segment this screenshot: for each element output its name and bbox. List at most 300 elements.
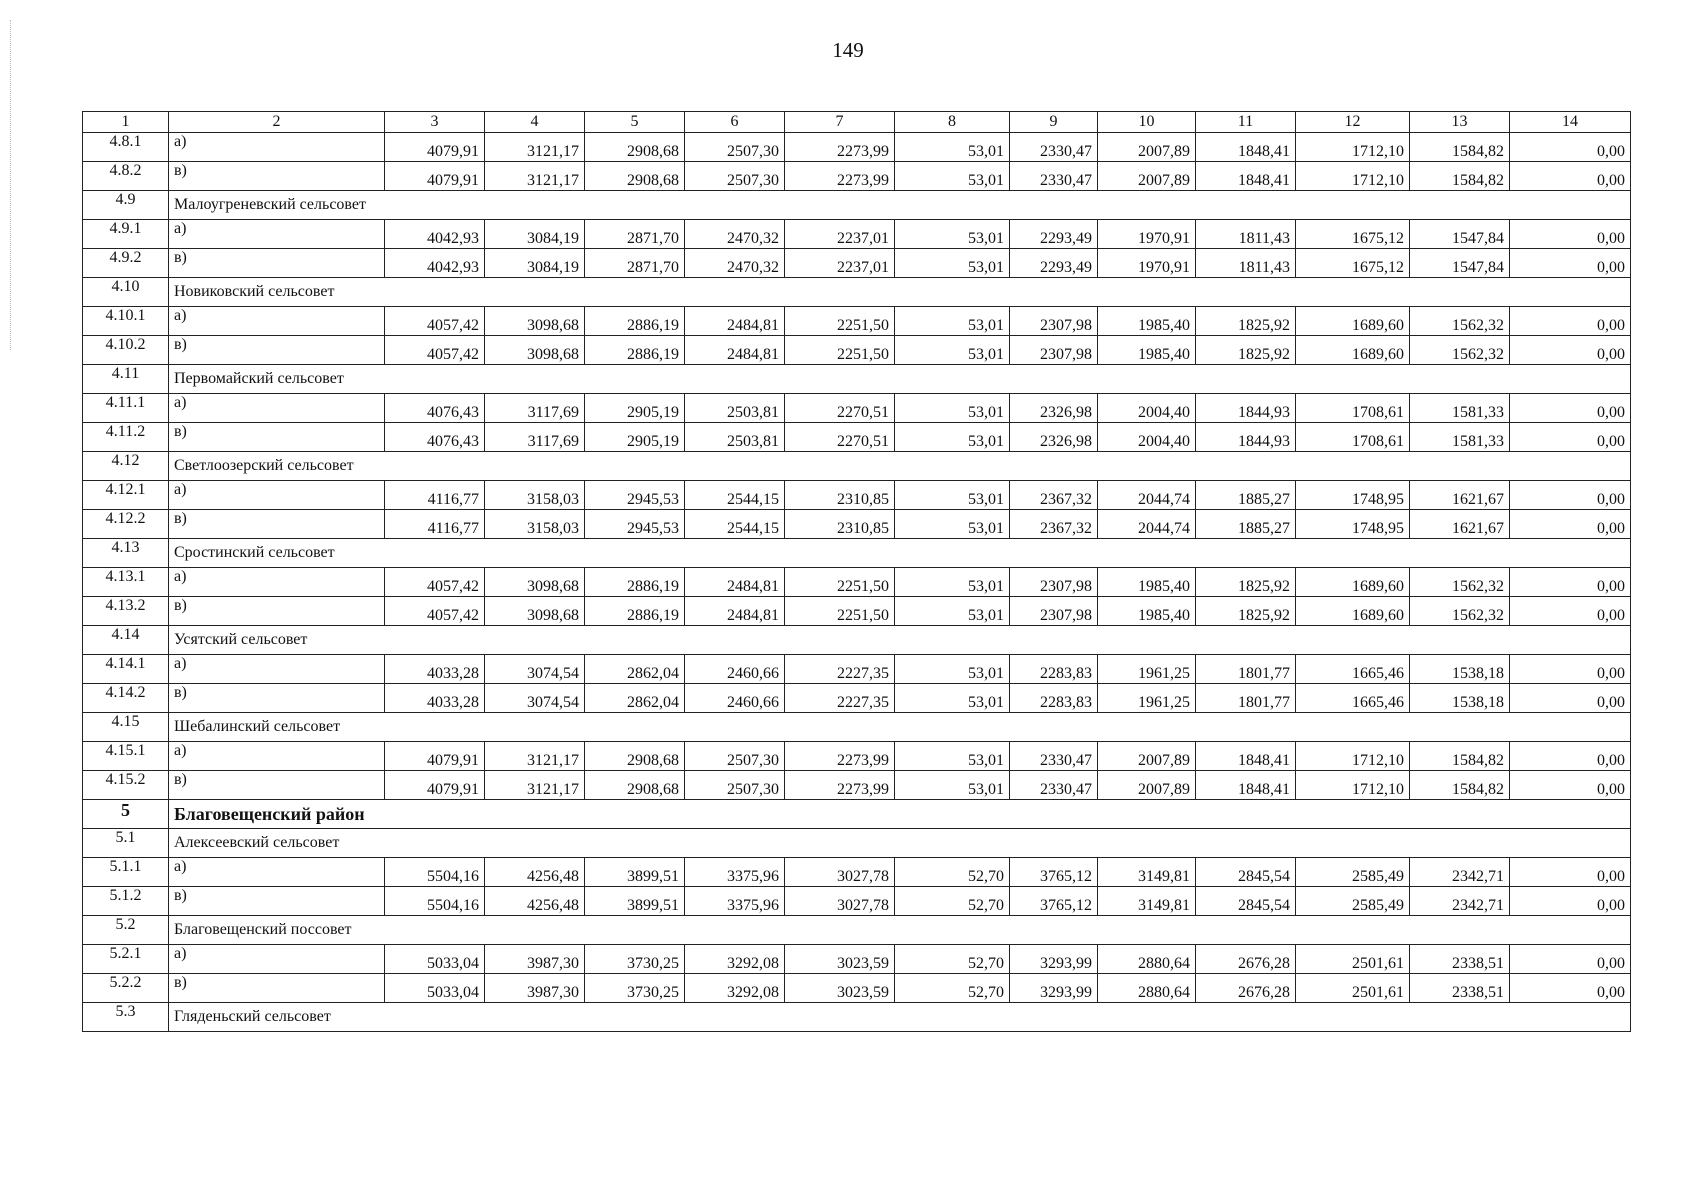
value-cell-col-11: 1825,92 <box>1196 336 1296 365</box>
value-cell-col-3: 4057,42 <box>385 568 485 597</box>
column-header-2: 2 <box>169 112 385 133</box>
row-label: в) <box>169 249 385 278</box>
value-cell-col-14: 0,00 <box>1510 887 1631 916</box>
value-cell-col-3: 4057,42 <box>385 597 485 626</box>
value-cell-col-12: 1675,12 <box>1296 220 1410 249</box>
value-cell-col-14: 0,00 <box>1510 568 1631 597</box>
value-cell-col-7: 3023,59 <box>785 945 895 974</box>
value-cell-col-5: 2862,04 <box>585 684 685 713</box>
value-cell-col-7: 2273,99 <box>785 133 895 162</box>
value-cell-col-3: 4033,28 <box>385 684 485 713</box>
value-cell-col-8: 53,01 <box>895 220 1010 249</box>
value-cell-col-6: 2484,81 <box>685 568 785 597</box>
row-code: 4.14 <box>83 626 169 655</box>
value-cell-col-10: 1961,25 <box>1098 655 1196 684</box>
table-row <box>83 481 1631 510</box>
value-cell-col-13: 1584,82 <box>1410 162 1510 191</box>
value-cell-col-12: 1712,10 <box>1296 771 1410 800</box>
section-row <box>83 191 1631 220</box>
table-row <box>83 249 1631 278</box>
value-cell-col-4: 3098,68 <box>485 597 585 626</box>
row-label: а) <box>169 858 385 887</box>
value-cell-col-14: 0,00 <box>1510 220 1631 249</box>
row-label: а) <box>169 742 385 771</box>
row-label: а) <box>169 220 385 249</box>
section-title: Малоугреневский сельсовет <box>169 191 1631 220</box>
value-cell-col-11: 1825,92 <box>1196 307 1296 336</box>
value-cell-col-9: 2330,47 <box>1010 162 1098 191</box>
value-cell-col-11: 2845,54 <box>1196 858 1296 887</box>
value-cell-col-12: 1665,46 <box>1296 655 1410 684</box>
row-code: 4.14.1 <box>83 655 169 684</box>
value-cell-col-10: 2880,64 <box>1098 974 1196 1003</box>
value-cell-col-13: 2342,71 <box>1410 858 1510 887</box>
row-code: 4.11.2 <box>83 423 169 452</box>
value-cell-col-13: 1621,67 <box>1410 510 1510 539</box>
section-title: Гляденьский сельсовет <box>169 1003 1631 1032</box>
table-row <box>83 568 1631 597</box>
value-cell-col-8: 52,70 <box>895 945 1010 974</box>
value-cell-col-14: 0,00 <box>1510 684 1631 713</box>
value-cell-col-10: 1970,91 <box>1098 249 1196 278</box>
value-cell-col-8: 53,01 <box>895 336 1010 365</box>
value-cell-col-9: 2307,98 <box>1010 568 1098 597</box>
value-cell-col-8: 53,01 <box>895 133 1010 162</box>
value-cell-col-13: 1547,84 <box>1410 220 1510 249</box>
value-cell-col-11: 1848,41 <box>1196 162 1296 191</box>
value-cell-col-7: 2237,01 <box>785 220 895 249</box>
section-row <box>83 829 1631 858</box>
row-label: в) <box>169 887 385 916</box>
value-cell-col-6: 3292,08 <box>685 974 785 1003</box>
value-cell-col-12: 1675,12 <box>1296 249 1410 278</box>
table-row <box>83 655 1631 684</box>
value-cell-col-4: 3074,54 <box>485 655 585 684</box>
value-cell-col-11: 2676,28 <box>1196 974 1296 1003</box>
column-header-13: 13 <box>1410 112 1510 133</box>
value-cell-col-11: 1848,41 <box>1196 742 1296 771</box>
row-code: 4.9.2 <box>83 249 169 278</box>
value-cell-col-14: 0,00 <box>1510 336 1631 365</box>
value-cell-col-5: 3730,25 <box>585 974 685 1003</box>
value-cell-col-14: 0,00 <box>1510 858 1631 887</box>
row-label: а) <box>169 655 385 684</box>
value-cell-col-7: 2251,50 <box>785 307 895 336</box>
value-cell-col-4: 3074,54 <box>485 684 585 713</box>
value-cell-col-11: 1801,77 <box>1196 684 1296 713</box>
table-row <box>83 336 1631 365</box>
section-title: Шебалинский сельсовет <box>169 713 1631 742</box>
section-title: Новиковский сельсовет <box>169 278 1631 307</box>
table-row <box>83 684 1631 713</box>
section-row <box>83 916 1631 945</box>
page-number: 149 <box>832 38 864 62</box>
value-cell-col-10: 1985,40 <box>1098 568 1196 597</box>
value-cell-col-14: 0,00 <box>1510 423 1631 452</box>
value-cell-col-10: 2044,74 <box>1098 481 1196 510</box>
column-header-9: 9 <box>1010 112 1098 133</box>
value-cell-col-7: 2310,85 <box>785 481 895 510</box>
value-cell-col-9: 2330,47 <box>1010 133 1098 162</box>
column-header-3: 3 <box>385 112 485 133</box>
value-cell-col-4: 3084,19 <box>485 220 585 249</box>
value-cell-col-10: 1985,40 <box>1098 597 1196 626</box>
value-cell-col-3: 4079,91 <box>385 133 485 162</box>
value-cell-col-9: 2330,47 <box>1010 771 1098 800</box>
value-cell-col-9: 3293,99 <box>1010 945 1098 974</box>
value-cell-col-13: 1562,32 <box>1410 568 1510 597</box>
value-cell-col-9: 2326,98 <box>1010 423 1098 452</box>
row-label: а) <box>169 568 385 597</box>
value-cell-col-8: 52,70 <box>895 887 1010 916</box>
value-cell-col-4: 3158,03 <box>485 510 585 539</box>
row-code: 4.12 <box>83 452 169 481</box>
value-cell-col-10: 1970,91 <box>1098 220 1196 249</box>
value-cell-col-4: 3121,17 <box>485 742 585 771</box>
row-code: 5.3 <box>83 1003 169 1032</box>
section-title: Светлоозерский сельсовет <box>169 452 1631 481</box>
row-code: 4.15 <box>83 713 169 742</box>
value-cell-col-11: 1885,27 <box>1196 481 1296 510</box>
value-cell-col-3: 4079,91 <box>385 771 485 800</box>
value-cell-col-9: 2293,49 <box>1010 249 1098 278</box>
value-cell-col-11: 1885,27 <box>1196 510 1296 539</box>
table-body <box>83 112 1631 1032</box>
value-cell-col-13: 1538,18 <box>1410 655 1510 684</box>
value-cell-col-3: 4079,91 <box>385 742 485 771</box>
value-cell-col-11: 1811,43 <box>1196 220 1296 249</box>
row-code: 4.8.2 <box>83 162 169 191</box>
value-cell-col-3: 4076,43 <box>385 423 485 452</box>
value-cell-col-6: 2484,81 <box>685 597 785 626</box>
value-cell-col-5: 2908,68 <box>585 771 685 800</box>
row-code: 5.2 <box>83 916 169 945</box>
value-cell-col-12: 1748,95 <box>1296 481 1410 510</box>
value-cell-col-12: 1708,61 <box>1296 394 1410 423</box>
value-cell-col-8: 53,01 <box>895 655 1010 684</box>
section-title: Сростинский сельсовет <box>169 539 1631 568</box>
value-cell-col-7: 2273,99 <box>785 162 895 191</box>
value-cell-col-7: 2270,51 <box>785 394 895 423</box>
value-cell-col-6: 2470,32 <box>685 220 785 249</box>
value-cell-col-8: 53,01 <box>895 742 1010 771</box>
value-cell-col-8: 53,01 <box>895 771 1010 800</box>
table-row <box>83 771 1631 800</box>
value-cell-col-12: 1712,10 <box>1296 133 1410 162</box>
value-cell-col-10: 2004,40 <box>1098 394 1196 423</box>
value-cell-col-12: 1708,61 <box>1296 423 1410 452</box>
value-cell-col-7: 2310,85 <box>785 510 895 539</box>
value-cell-col-4: 3987,30 <box>485 945 585 974</box>
value-cell-col-13: 1581,33 <box>1410 394 1510 423</box>
value-cell-col-14: 0,00 <box>1510 597 1631 626</box>
value-cell-col-8: 53,01 <box>895 510 1010 539</box>
value-cell-col-10: 1985,40 <box>1098 336 1196 365</box>
value-cell-col-12: 1689,60 <box>1296 307 1410 336</box>
value-cell-col-14: 0,00 <box>1510 481 1631 510</box>
value-cell-col-11: 1825,92 <box>1196 597 1296 626</box>
value-cell-col-13: 2342,71 <box>1410 887 1510 916</box>
value-cell-col-14: 0,00 <box>1510 249 1631 278</box>
value-cell-col-13: 2338,51 <box>1410 945 1510 974</box>
value-cell-col-9: 2326,98 <box>1010 394 1098 423</box>
table-row <box>83 742 1631 771</box>
row-label: а) <box>169 133 385 162</box>
value-cell-col-5: 2862,04 <box>585 655 685 684</box>
row-label: а) <box>169 945 385 974</box>
value-cell-col-5: 3899,51 <box>585 858 685 887</box>
value-cell-col-8: 53,01 <box>895 162 1010 191</box>
value-cell-col-3: 5033,04 <box>385 974 485 1003</box>
value-cell-col-7: 2251,50 <box>785 568 895 597</box>
value-cell-col-13: 1621,67 <box>1410 481 1510 510</box>
value-cell-col-6: 2484,81 <box>685 336 785 365</box>
row-code: 4.8.1 <box>83 133 169 162</box>
value-cell-col-11: 1848,41 <box>1196 771 1296 800</box>
value-cell-col-12: 1689,60 <box>1296 336 1410 365</box>
value-cell-col-3: 4079,91 <box>385 162 485 191</box>
value-cell-col-9: 3765,12 <box>1010 858 1098 887</box>
value-cell-col-8: 52,70 <box>895 974 1010 1003</box>
value-cell-col-3: 4076,43 <box>385 394 485 423</box>
row-code: 4.13.2 <box>83 597 169 626</box>
value-cell-col-6: 2507,30 <box>685 742 785 771</box>
value-cell-col-6: 2507,30 <box>685 133 785 162</box>
row-code: 5 <box>83 800 169 829</box>
section-row <box>83 452 1631 481</box>
value-cell-col-3: 4042,93 <box>385 249 485 278</box>
row-code: 4.15.2 <box>83 771 169 800</box>
value-cell-col-7: 2251,50 <box>785 336 895 365</box>
row-label: в) <box>169 336 385 365</box>
value-cell-col-12: 2585,49 <box>1296 858 1410 887</box>
row-code: 4.10.2 <box>83 336 169 365</box>
value-cell-col-7: 2227,35 <box>785 684 895 713</box>
value-cell-col-4: 3117,69 <box>485 423 585 452</box>
value-cell-col-13: 1584,82 <box>1410 742 1510 771</box>
row-code: 4.11 <box>83 365 169 394</box>
value-cell-col-7: 3027,78 <box>785 858 895 887</box>
column-header-5: 5 <box>585 112 685 133</box>
value-cell-col-14: 0,00 <box>1510 742 1631 771</box>
section-row <box>83 365 1631 394</box>
row-label: в) <box>169 974 385 1003</box>
column-header-8: 8 <box>895 112 1010 133</box>
value-cell-col-4: 3121,17 <box>485 133 585 162</box>
value-cell-col-3: 4057,42 <box>385 307 485 336</box>
table-row <box>83 510 1631 539</box>
row-code: 4.13.1 <box>83 568 169 597</box>
value-cell-col-9: 3765,12 <box>1010 887 1098 916</box>
value-cell-col-5: 2905,19 <box>585 394 685 423</box>
value-cell-col-5: 2886,19 <box>585 597 685 626</box>
value-cell-col-8: 53,01 <box>895 481 1010 510</box>
table-row <box>83 220 1631 249</box>
value-cell-col-11: 1848,41 <box>1196 133 1296 162</box>
value-cell-col-4: 3121,17 <box>485 771 585 800</box>
value-cell-col-4: 3098,68 <box>485 307 585 336</box>
value-cell-col-10: 2007,89 <box>1098 771 1196 800</box>
value-cell-col-4: 3121,17 <box>485 162 585 191</box>
row-code: 5.1 <box>83 829 169 858</box>
value-cell-col-14: 0,00 <box>1510 945 1631 974</box>
value-cell-col-11: 1825,92 <box>1196 568 1296 597</box>
row-code: 4.15.1 <box>83 742 169 771</box>
value-cell-col-6: 2507,30 <box>685 162 785 191</box>
section-title: Усятский сельсовет <box>169 626 1631 655</box>
value-cell-col-7: 3027,78 <box>785 887 895 916</box>
value-cell-col-3: 4057,42 <box>385 336 485 365</box>
row-code: 4.14.2 <box>83 684 169 713</box>
column-header-7: 7 <box>785 112 895 133</box>
column-header-12: 12 <box>1296 112 1410 133</box>
value-cell-col-9: 2307,98 <box>1010 307 1098 336</box>
value-cell-col-10: 1985,40 <box>1098 307 1196 336</box>
value-cell-col-5: 2945,53 <box>585 481 685 510</box>
value-cell-col-6: 2470,32 <box>685 249 785 278</box>
value-cell-col-5: 2908,68 <box>585 162 685 191</box>
row-label: в) <box>169 597 385 626</box>
value-cell-col-6: 2544,15 <box>685 510 785 539</box>
section-row <box>83 626 1631 655</box>
value-cell-col-4: 4256,48 <box>485 887 585 916</box>
value-cell-col-14: 0,00 <box>1510 133 1631 162</box>
value-cell-col-12: 1712,10 <box>1296 162 1410 191</box>
value-cell-col-5: 2886,19 <box>585 307 685 336</box>
value-cell-col-13: 1538,18 <box>1410 684 1510 713</box>
value-cell-col-7: 2273,99 <box>785 742 895 771</box>
value-cell-col-3: 5504,16 <box>385 858 485 887</box>
row-code: 4.13 <box>83 539 169 568</box>
value-cell-col-13: 1547,84 <box>1410 249 1510 278</box>
table-row <box>83 162 1631 191</box>
row-label: а) <box>169 394 385 423</box>
row-code: 4.11.1 <box>83 394 169 423</box>
value-cell-col-14: 0,00 <box>1510 307 1631 336</box>
value-cell-col-3: 4042,93 <box>385 220 485 249</box>
value-cell-col-10: 2007,89 <box>1098 162 1196 191</box>
value-cell-col-9: 2367,32 <box>1010 481 1098 510</box>
section-row <box>83 539 1631 568</box>
table-row <box>83 858 1631 887</box>
value-cell-col-6: 3292,08 <box>685 945 785 974</box>
row-code: 4.10.1 <box>83 307 169 336</box>
tariff-table <box>82 111 1631 1032</box>
value-cell-col-4: 3158,03 <box>485 481 585 510</box>
value-cell-col-5: 2908,68 <box>585 133 685 162</box>
value-cell-col-9: 2307,98 <box>1010 597 1098 626</box>
table-row <box>83 945 1631 974</box>
row-label: а) <box>169 307 385 336</box>
column-header-1: 1 <box>83 112 169 133</box>
value-cell-col-8: 53,01 <box>895 597 1010 626</box>
value-cell-col-4: 3117,69 <box>485 394 585 423</box>
value-cell-col-11: 1811,43 <box>1196 249 1296 278</box>
row-code: 4.9 <box>83 191 169 220</box>
row-label: в) <box>169 684 385 713</box>
value-cell-col-6: 2503,81 <box>685 423 785 452</box>
value-cell-col-13: 1581,33 <box>1410 423 1510 452</box>
value-cell-col-4: 3084,19 <box>485 249 585 278</box>
row-label: а) <box>169 481 385 510</box>
value-cell-col-5: 3899,51 <box>585 887 685 916</box>
value-cell-col-11: 2676,28 <box>1196 945 1296 974</box>
column-header-4: 4 <box>485 112 585 133</box>
value-cell-col-10: 2007,89 <box>1098 133 1196 162</box>
value-cell-col-7: 2270,51 <box>785 423 895 452</box>
value-cell-col-4: 3987,30 <box>485 974 585 1003</box>
row-code: 5.1.1 <box>83 858 169 887</box>
section-title: Благовещенский район <box>169 800 1631 829</box>
value-cell-col-8: 53,01 <box>895 249 1010 278</box>
row-code: 4.10 <box>83 278 169 307</box>
row-code: 4.12.2 <box>83 510 169 539</box>
value-cell-col-9: 2330,47 <box>1010 742 1098 771</box>
value-cell-col-14: 0,00 <box>1510 394 1631 423</box>
value-cell-col-6: 3375,96 <box>685 887 785 916</box>
value-cell-col-11: 1844,93 <box>1196 423 1296 452</box>
value-cell-col-9: 3293,99 <box>1010 974 1098 1003</box>
value-cell-col-13: 2338,51 <box>1410 974 1510 1003</box>
value-cell-col-11: 1801,77 <box>1196 655 1296 684</box>
value-cell-col-6: 2460,66 <box>685 655 785 684</box>
section-title: Алексеевский сельсовет <box>169 829 1631 858</box>
value-cell-col-14: 0,00 <box>1510 771 1631 800</box>
value-cell-col-8: 53,01 <box>895 394 1010 423</box>
table-row <box>83 307 1631 336</box>
column-header-11: 11 <box>1196 112 1296 133</box>
table-row <box>83 133 1631 162</box>
section-title: Благовещенский поссовет <box>169 916 1631 945</box>
value-cell-col-5: 3730,25 <box>585 945 685 974</box>
value-cell-col-14: 0,00 <box>1510 655 1631 684</box>
value-cell-col-10: 2004,40 <box>1098 423 1196 452</box>
value-cell-col-9: 2283,83 <box>1010 655 1098 684</box>
value-cell-col-7: 2227,35 <box>785 655 895 684</box>
value-cell-col-13: 1562,32 <box>1410 336 1510 365</box>
value-cell-col-12: 1665,46 <box>1296 684 1410 713</box>
value-cell-col-9: 2293,49 <box>1010 220 1098 249</box>
value-cell-col-10: 2007,89 <box>1098 742 1196 771</box>
value-cell-col-10: 3149,81 <box>1098 858 1196 887</box>
district-row <box>83 800 1631 829</box>
value-cell-col-7: 2237,01 <box>785 249 895 278</box>
value-cell-col-6: 2544,15 <box>685 481 785 510</box>
section-title: Первомайский сельсовет <box>169 365 1631 394</box>
value-cell-col-13: 1584,82 <box>1410 133 1510 162</box>
value-cell-col-12: 1712,10 <box>1296 742 1410 771</box>
value-cell-col-8: 53,01 <box>895 568 1010 597</box>
row-label: в) <box>169 423 385 452</box>
value-cell-col-10: 2044,74 <box>1098 510 1196 539</box>
value-cell-col-9: 2283,83 <box>1010 684 1098 713</box>
value-cell-col-11: 1844,93 <box>1196 394 1296 423</box>
value-cell-col-9: 2367,32 <box>1010 510 1098 539</box>
value-cell-col-8: 53,01 <box>895 307 1010 336</box>
value-cell-col-3: 4033,28 <box>385 655 485 684</box>
value-cell-col-7: 3023,59 <box>785 974 895 1003</box>
value-cell-col-6: 2503,81 <box>685 394 785 423</box>
value-cell-col-5: 2905,19 <box>585 423 685 452</box>
value-cell-col-6: 3375,96 <box>685 858 785 887</box>
value-cell-col-5: 2945,53 <box>585 510 685 539</box>
column-number-header-row <box>83 112 1631 133</box>
value-cell-col-10: 1961,25 <box>1098 684 1196 713</box>
scan-edge-mark <box>10 20 12 350</box>
value-cell-col-4: 3098,68 <box>485 336 585 365</box>
column-header-6: 6 <box>685 112 785 133</box>
table-row <box>83 423 1631 452</box>
